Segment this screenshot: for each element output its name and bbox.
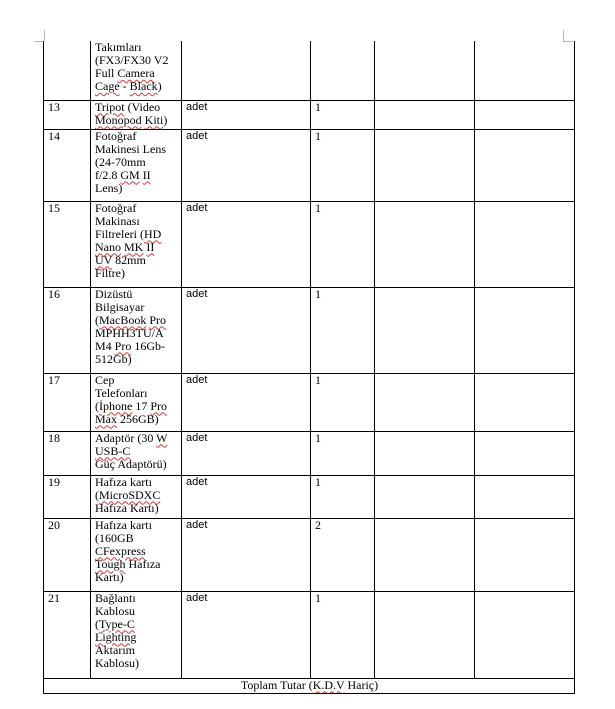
- crop-mark: [563, 30, 564, 41]
- item-description: Hafıza kartı (MicroSDXC Hafıza Kartı): [91, 475, 182, 518]
- line-total-cell: [475, 373, 575, 431]
- table-row: [44, 475, 575, 518]
- line-total-cell: [475, 431, 575, 475]
- item-description: Bağlantı Kablosu (Type-C Lighting Aktarım Kablosu): [91, 591, 182, 678]
- line-total-cell: [475, 475, 575, 518]
- item-description: Fotoğraf Makinesi Lens (24-70mm f/2.8 GM II Lens): [91, 129, 182, 201]
- row-number: 19: [44, 475, 91, 518]
- table-row: [44, 41, 575, 100]
- unit-cell: adet: [182, 518, 311, 591]
- table-row: [44, 591, 575, 678]
- item-description: Dizüstü Bilgisayar (MacBook Pro MPHH3TU/A M4 Pro 16Gb- 512Gb): [91, 287, 182, 373]
- equipment-table: [43, 41, 575, 694]
- quantity-cell: 1: [311, 201, 375, 287]
- row-number: 18: [44, 431, 91, 475]
- item-description: Tripot (Video Monopod Kiti): [91, 100, 182, 129]
- line-total-cell: [475, 100, 575, 129]
- unit-price-cell: [375, 287, 475, 373]
- unit-cell: [182, 41, 311, 100]
- total-row: [44, 678, 575, 693]
- quantity-cell: 1: [311, 129, 375, 201]
- quantity-cell: 1: [311, 287, 375, 373]
- quantity-cell: [311, 41, 375, 100]
- unit-price-cell: [375, 373, 475, 431]
- line-total-cell: [475, 591, 575, 678]
- unit-cell: adet: [182, 591, 311, 678]
- unit-price-cell: [375, 431, 475, 475]
- item-description: Adaptör (30 W USB-C Güç Adaptörü): [91, 431, 182, 475]
- unit-cell: adet: [182, 129, 311, 201]
- quantity-cell: 1: [311, 475, 375, 518]
- quantity-cell: 1: [311, 100, 375, 129]
- row-number: 15: [44, 201, 91, 287]
- quantity-cell: 1: [311, 373, 375, 431]
- table-row: [44, 287, 575, 373]
- quantity-cell: 1: [311, 591, 375, 678]
- item-description: Takımları (FX3/FX30 V2 Full Camera Cage - Black): [91, 41, 182, 100]
- line-total-cell: [475, 287, 575, 373]
- unit-cell: adet: [182, 201, 311, 287]
- item-description: Fotoğraf Makinası Filtreleri (HD Nano MK II UV 82mm Filtre): [91, 201, 182, 287]
- unit-price-cell: [375, 100, 475, 129]
- unit-cell: adet: [182, 431, 311, 475]
- line-total-cell: [475, 518, 575, 591]
- unit-cell: adet: [182, 287, 311, 373]
- line-total-cell: [475, 41, 575, 100]
- row-number: 20: [44, 518, 91, 591]
- row-number: 16: [44, 287, 91, 373]
- table-row: [44, 100, 575, 129]
- unit-price-cell: [375, 201, 475, 287]
- table-row: [44, 518, 575, 591]
- total-label: Toplam Tutar (K.D.V Hariç): [44, 678, 575, 693]
- crop-mark: [44, 30, 45, 41]
- line-total-cell: [475, 129, 575, 201]
- quantity-cell: 2: [311, 518, 375, 591]
- item-description: Hafıza kartı (160GB CFexpress Tough Hafıza Kartı): [91, 518, 182, 591]
- table-row: [44, 373, 575, 431]
- unit-price-cell: [375, 591, 475, 678]
- row-number: 21: [44, 591, 91, 678]
- table-row: [44, 431, 575, 475]
- line-total-cell: [475, 201, 575, 287]
- unit-cell: adet: [182, 100, 311, 129]
- unit-cell: adet: [182, 475, 311, 518]
- unit-price-cell: [375, 41, 475, 100]
- quantity-cell: 1: [311, 431, 375, 475]
- row-number: 17: [44, 373, 91, 431]
- unit-cell: adet: [182, 373, 311, 431]
- unit-price-cell: [375, 518, 475, 591]
- table-row: [44, 129, 575, 201]
- unit-price-cell: [375, 475, 475, 518]
- unit-price-cell: [375, 129, 475, 201]
- item-description: Cep Telefonları (İphone 17 Pro Max 256GB): [91, 373, 182, 431]
- table-row: [44, 201, 575, 287]
- row-number: 13: [44, 100, 91, 129]
- row-number: 14: [44, 129, 91, 201]
- row-number: [44, 41, 91, 100]
